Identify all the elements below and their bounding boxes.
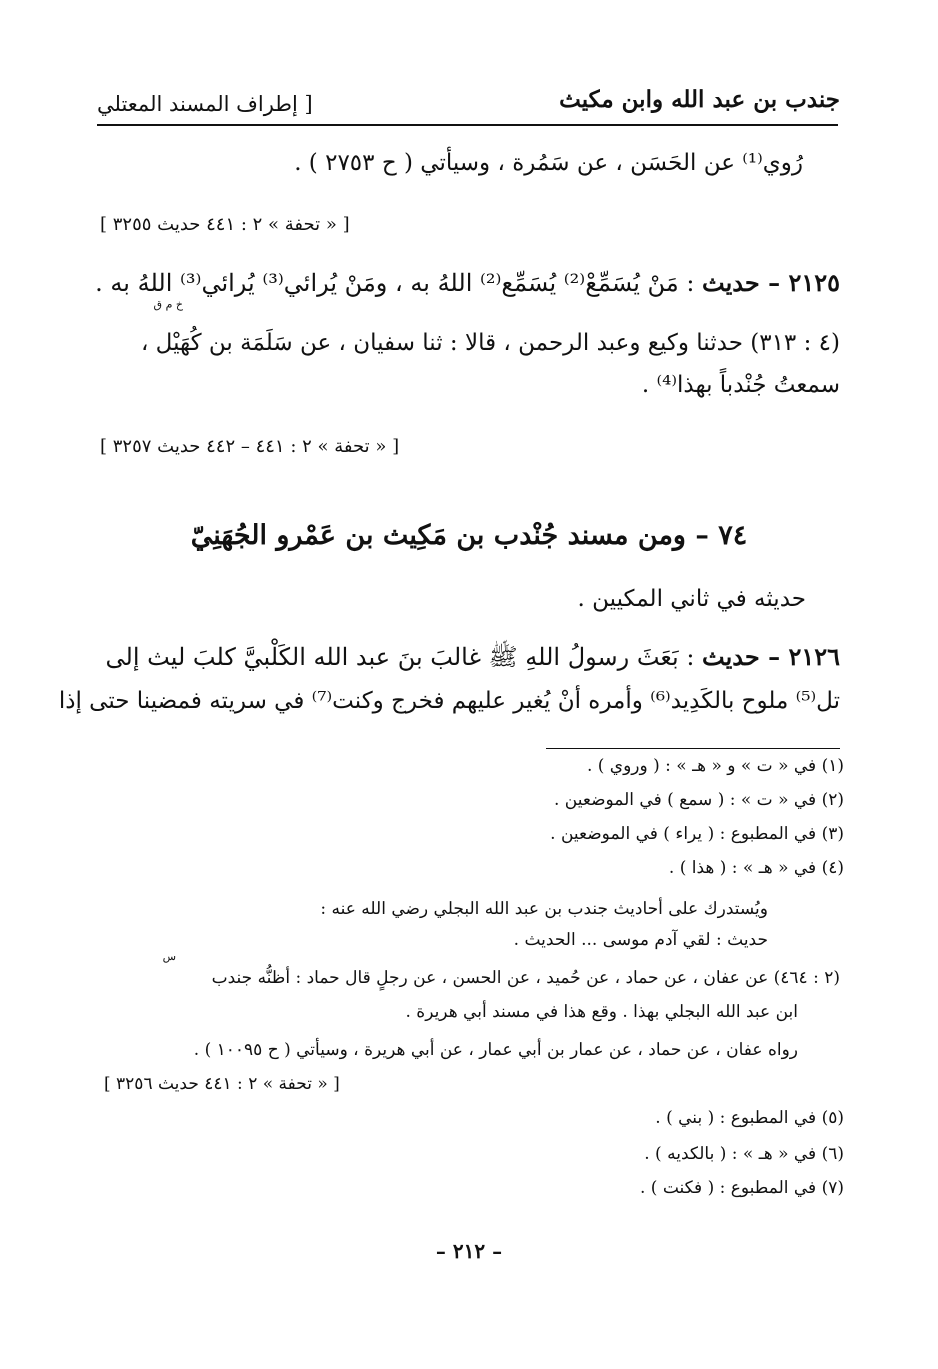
footnote-4-tuhfa: [ « تحفة » ٢ : ٤٤١ حديث ٣٢٥٦ ] bbox=[104, 1074, 340, 1094]
hadith-2125-line bbox=[95, 268, 840, 297]
running-header-title: جندب بن عبد الله وابن مكيث bbox=[559, 86, 840, 113]
section-title: ٧٤ – ومن مسند جُنْدب بن مَكِيث بن عَمْرو الجُهَنِيّ bbox=[190, 520, 748, 551]
running-header-book: [ إطراف المسند المعتلي bbox=[97, 92, 313, 116]
body-line-4: (٤ : ٣١٣) حدثنا وكيع وعبد الرحمن ، قالا : ثنا سفيان ، عن سَلَمَة بن كُهَيْل ، bbox=[140, 330, 840, 356]
body-line-5: سمعتُ جُنْدباً بهذا⁽⁴⁾ . bbox=[641, 372, 840, 398]
body-line-9: تل⁽⁵⁾ ملوح بالكَدِيد⁽⁶⁾ وأمره أنْ يُغير عليهم فخرج وكنت⁽⁷⁾ في سريته فمضينا حتى إذا bbox=[58, 688, 840, 714]
footnote-4-isnad-cont: ابن عبد الله البجلي بهذا . وقع هذا في مسند أبي هريرة . bbox=[405, 1002, 798, 1022]
hadith-2126-line bbox=[106, 642, 840, 677]
footnote-4: (٤) في « هـ » : ( هذا ) . bbox=[668, 858, 844, 878]
footnote-4-isnad: (٢ : ٤٦٤) عن عفان ، عن حماد ، عن حُميد ، عن الحسن ، عن رجلٍ قال حماد : أظنُّه جندب bbox=[211, 968, 840, 988]
hadith-2125-number: ٢١٢٥ – حديث bbox=[702, 268, 840, 297]
footnote-4-sigla: س bbox=[162, 950, 176, 963]
header-rule bbox=[97, 124, 838, 126]
footnote-4-riwaya: رواه عفان ، عن حماد ، عن عمار بن أبي عمار ، عن أبي هريرة ، وسيأتي ( ح ١٠٠٩٥ ) . bbox=[193, 1040, 798, 1060]
tuhfa-ref-2: [ « تحفة » ٢ : ٤٤١ – ٤٤٢ حديث ٣٢٥٧ ] bbox=[100, 436, 400, 457]
footnote-4-hadith: حديث : لقي آدم موسى ... الحديث . bbox=[513, 930, 768, 950]
tuhfa-ref-1: [ « تحفة » ٢ : ٤٤١ حديث ٣٢٥٥ ] bbox=[100, 214, 350, 235]
footnote-1: (١) في « ت » و « هـ » : ( وروي ) . bbox=[586, 756, 844, 776]
body-line-7: حديثه في ثاني المكيين . bbox=[577, 586, 806, 612]
hadith-2126-number: ٢١٢٦ – حديث bbox=[702, 642, 840, 671]
footnote-2: (٢) في « ت » : ( سمع ) في الموضعين . bbox=[554, 790, 844, 810]
body-line-1: رُوي⁽¹⁾ عن الحَسَن ، عن سَمُرة ، وسيأتي ( ح ٢٧٥٣ ) . bbox=[294, 150, 803, 176]
footnote-rule bbox=[546, 748, 840, 749]
hadith-2126-text: : بَعَثَ رسولُ اللهِ ﷺ غالبَ بنَ عبد الله الكَلْبيَّ كلبَ ليث إلى bbox=[105, 643, 695, 671]
footnote-4-note: ويُستدرك على أحاديث جندب بن عبد الله البجلي رضي الله عنه : bbox=[320, 899, 768, 919]
footnote-3: (٣) في المطبوع : ( يراء ) في الموضعين . bbox=[550, 824, 844, 844]
footnote-5: (٥) في المطبوع : ( بني ) . bbox=[655, 1108, 844, 1128]
hadith-2125-sigla: خ م ق bbox=[153, 298, 183, 311]
hadith-2125-text: : مَنْ يُسَمِّعْ⁽²⁾ يُسَمِّع⁽²⁾ اللهُ به ، ومَنْ يُرائي⁽³⁾ يُرائي⁽³⁾ اللهُ به . bbox=[95, 269, 695, 297]
footnote-7: (٧) في المطبوع : ( فكنت ) . bbox=[639, 1178, 844, 1198]
page-number: – ٢١٢ – bbox=[435, 1239, 503, 1263]
footnote-6: (٦) في « هـ » : ( بالكديه ) . bbox=[644, 1144, 844, 1164]
